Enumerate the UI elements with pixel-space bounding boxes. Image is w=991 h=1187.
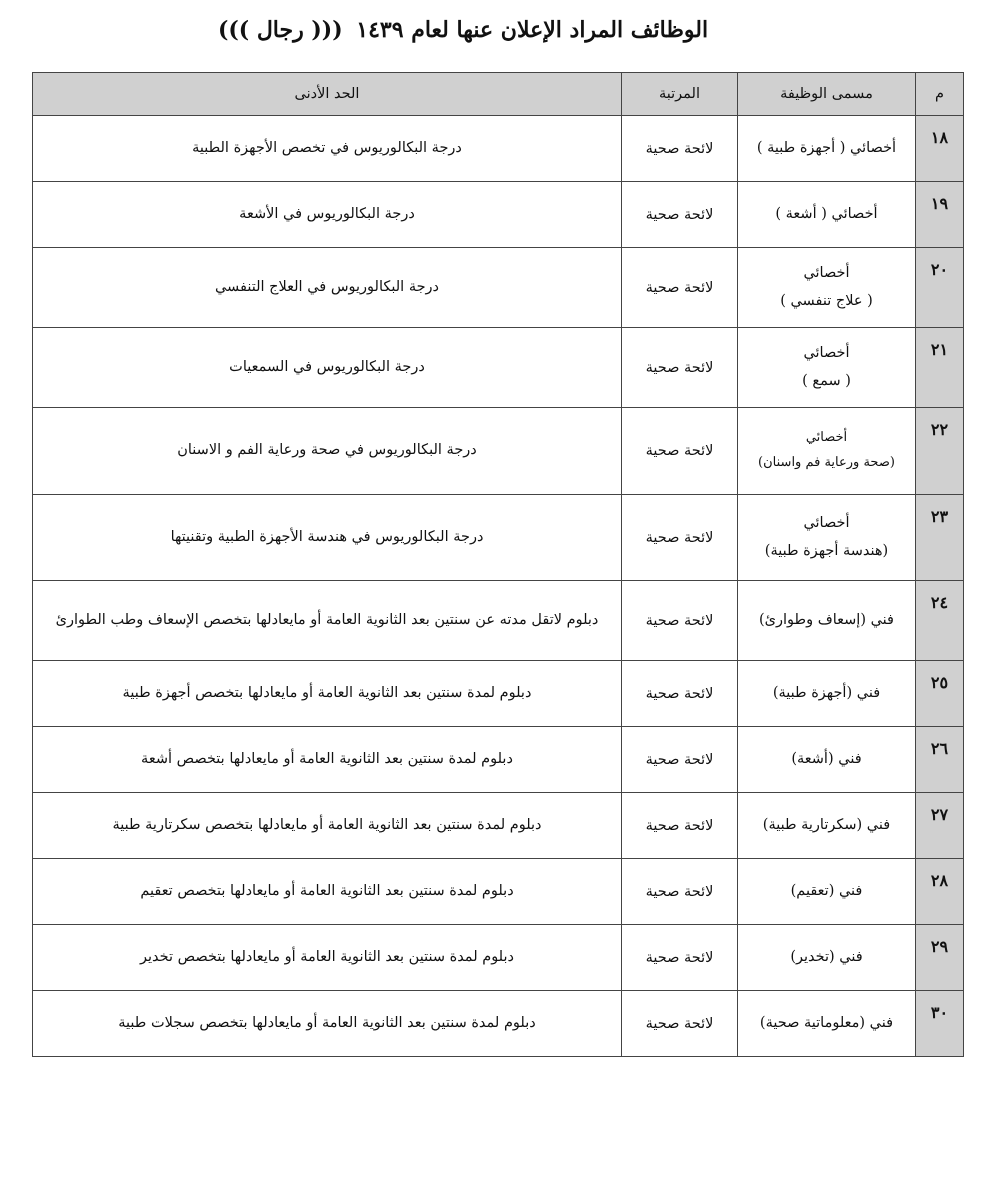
row-grade: لائحة صحية: [622, 661, 738, 727]
row-title-line1: أخصائي: [803, 264, 850, 281]
row-num: ٣٠: [916, 991, 964, 1057]
table-row: [33, 116, 964, 182]
row-title: [738, 495, 916, 581]
row-title-line1: أخصائي ( أجهزة طبية ): [756, 139, 897, 156]
row-title: [738, 116, 916, 182]
table-header-row: [33, 73, 964, 116]
row-title: [738, 925, 916, 991]
row-requirement: درجة البكالوريوس في الأشعة: [33, 182, 622, 248]
row-num: ٢٠: [916, 248, 964, 328]
row-num: ١٩: [916, 182, 964, 248]
row-title-line1: أخصائي: [803, 344, 850, 361]
table-row: [33, 581, 964, 661]
row-grade: لائحة صحية: [622, 581, 738, 661]
row-title-line2: ( سمع ): [802, 372, 851, 389]
row-requirement: دبلوم لمدة سنتين بعد الثانوية العامة أو مايعادلها بتخصص أشعة: [33, 727, 622, 793]
row-title-line1: أخصائي ( أشعة ): [775, 205, 878, 222]
row-requirement: دبلوم لمدة سنتين بعد الثانوية العامة أو مايعادلها بتخصص سكرتارية طبية: [33, 793, 622, 859]
row-title: [738, 328, 916, 408]
row-grade: لائحة صحية: [622, 793, 738, 859]
row-requirement: درجة البكالوريوس في السمعيات: [33, 328, 622, 408]
table-row: [33, 661, 964, 727]
row-title: [738, 859, 916, 925]
row-title: [738, 727, 916, 793]
row-num: ١٨: [916, 116, 964, 182]
row-num: ٢٥: [916, 661, 964, 727]
document-title: [180, 10, 740, 50]
row-requirement: دبلوم لمدة سنتين بعد الثانوية العامة أو مايعادلها بتخصص أجهزة طبية: [33, 661, 622, 727]
header-num: م: [916, 73, 964, 116]
row-num: ٢٢: [916, 408, 964, 495]
row-requirement: دبلوم لاتقل مدته عن سنتين بعد الثانوية العامة أو مايعادلها بتخصص الإسعاف وطب الطوارئ: [33, 581, 622, 661]
row-title-line1: أخصائي: [805, 430, 848, 446]
row-num: ٢٤: [916, 581, 964, 661]
row-grade: لائحة صحية: [622, 328, 738, 408]
row-requirement: درجة البكالوريوس في صحة ورعاية الفم و الاسنان: [33, 408, 622, 495]
row-title: [738, 248, 916, 328]
table-body: [33, 116, 964, 1057]
row-title-line1: أخصائي: [803, 514, 850, 531]
row-title-line1: فني (تخدير): [790, 948, 863, 965]
row-title: [738, 793, 916, 859]
row-num: ٢٨: [916, 859, 964, 925]
row-grade: لائحة صحية: [622, 991, 738, 1057]
title-text: الوظائف المراد الإعلان عنها لعام ١٤٣٩: [356, 17, 709, 43]
row-title-line2: (صحة ورعاية فم واسنان): [758, 455, 895, 470]
row-title-line1: فني (إسعاف وطوارئ): [759, 611, 894, 628]
row-requirement: دبلوم لمدة سنتين بعد الثانوية العامة أو مايعادلها بتخصص سجلات طبية: [33, 991, 622, 1057]
row-title: [738, 182, 916, 248]
row-title-line1: فني (سكرتارية طبية): [762, 816, 891, 833]
row-num: ٢٣: [916, 495, 964, 581]
row-requirement: دبلوم لمدة سنتين بعد الثانوية العامة أو مايعادلها بتخصص تعقيم: [33, 859, 622, 925]
table-row: [33, 328, 964, 408]
table-row: [33, 925, 964, 991]
row-grade: لائحة صحية: [622, 727, 738, 793]
row-num: ٢١: [916, 328, 964, 408]
jobs-table: [32, 72, 964, 1057]
row-grade: لائحة صحية: [622, 182, 738, 248]
row-title-line1: فني (أشعة): [791, 750, 862, 767]
table-row: [33, 408, 964, 495]
row-grade: لائحة صحية: [622, 408, 738, 495]
row-title-line1: فني (تعقيم): [790, 882, 863, 899]
table-row: [33, 859, 964, 925]
table-row: [33, 495, 964, 581]
row-title: [738, 408, 916, 495]
row-grade: لائحة صحية: [622, 859, 738, 925]
gender-label: ((( رجال ))): [217, 17, 343, 43]
table-row: [33, 727, 964, 793]
row-requirement: درجة البكالوريوس في هندسة الأجهزة الطبية وتقنيتها: [33, 495, 622, 581]
row-requirement: درجة البكالوريوس في العلاج التنفسي: [33, 248, 622, 328]
row-title-line2: ( علاج تنفسي ): [780, 292, 873, 309]
header-requirement: الحد الأدنى: [33, 73, 622, 116]
row-grade: لائحة صحية: [622, 925, 738, 991]
table-row: [33, 182, 964, 248]
row-title: [738, 581, 916, 661]
row-title-line2: (هندسة أجهزة طبية): [764, 542, 889, 559]
table-row: [33, 248, 964, 328]
row-requirement: دبلوم لمدة سنتين بعد الثانوية العامة أو مايعادلها بتخصص تخدير: [33, 925, 622, 991]
row-requirement: درجة البكالوريوس في تخصص الأجهزة الطبية: [33, 116, 622, 182]
row-num: ٢٦: [916, 727, 964, 793]
row-grade: لائحة صحية: [622, 116, 738, 182]
row-title-line1: فني (معلوماتية صحية): [759, 1014, 894, 1031]
header-grade: المرتبة: [622, 73, 738, 116]
row-grade: لائحة صحية: [622, 495, 738, 581]
table-row: [33, 991, 964, 1057]
row-title: [738, 661, 916, 727]
table-row: [33, 793, 964, 859]
row-grade: لائحة صحية: [622, 248, 738, 328]
row-title: [738, 991, 916, 1057]
row-num: ٢٩: [916, 925, 964, 991]
row-num: ٢٧: [916, 793, 964, 859]
header-title: مسمى الوظيفة: [738, 73, 916, 116]
row-title-line1: فني (أجهزة طبية): [772, 684, 881, 701]
